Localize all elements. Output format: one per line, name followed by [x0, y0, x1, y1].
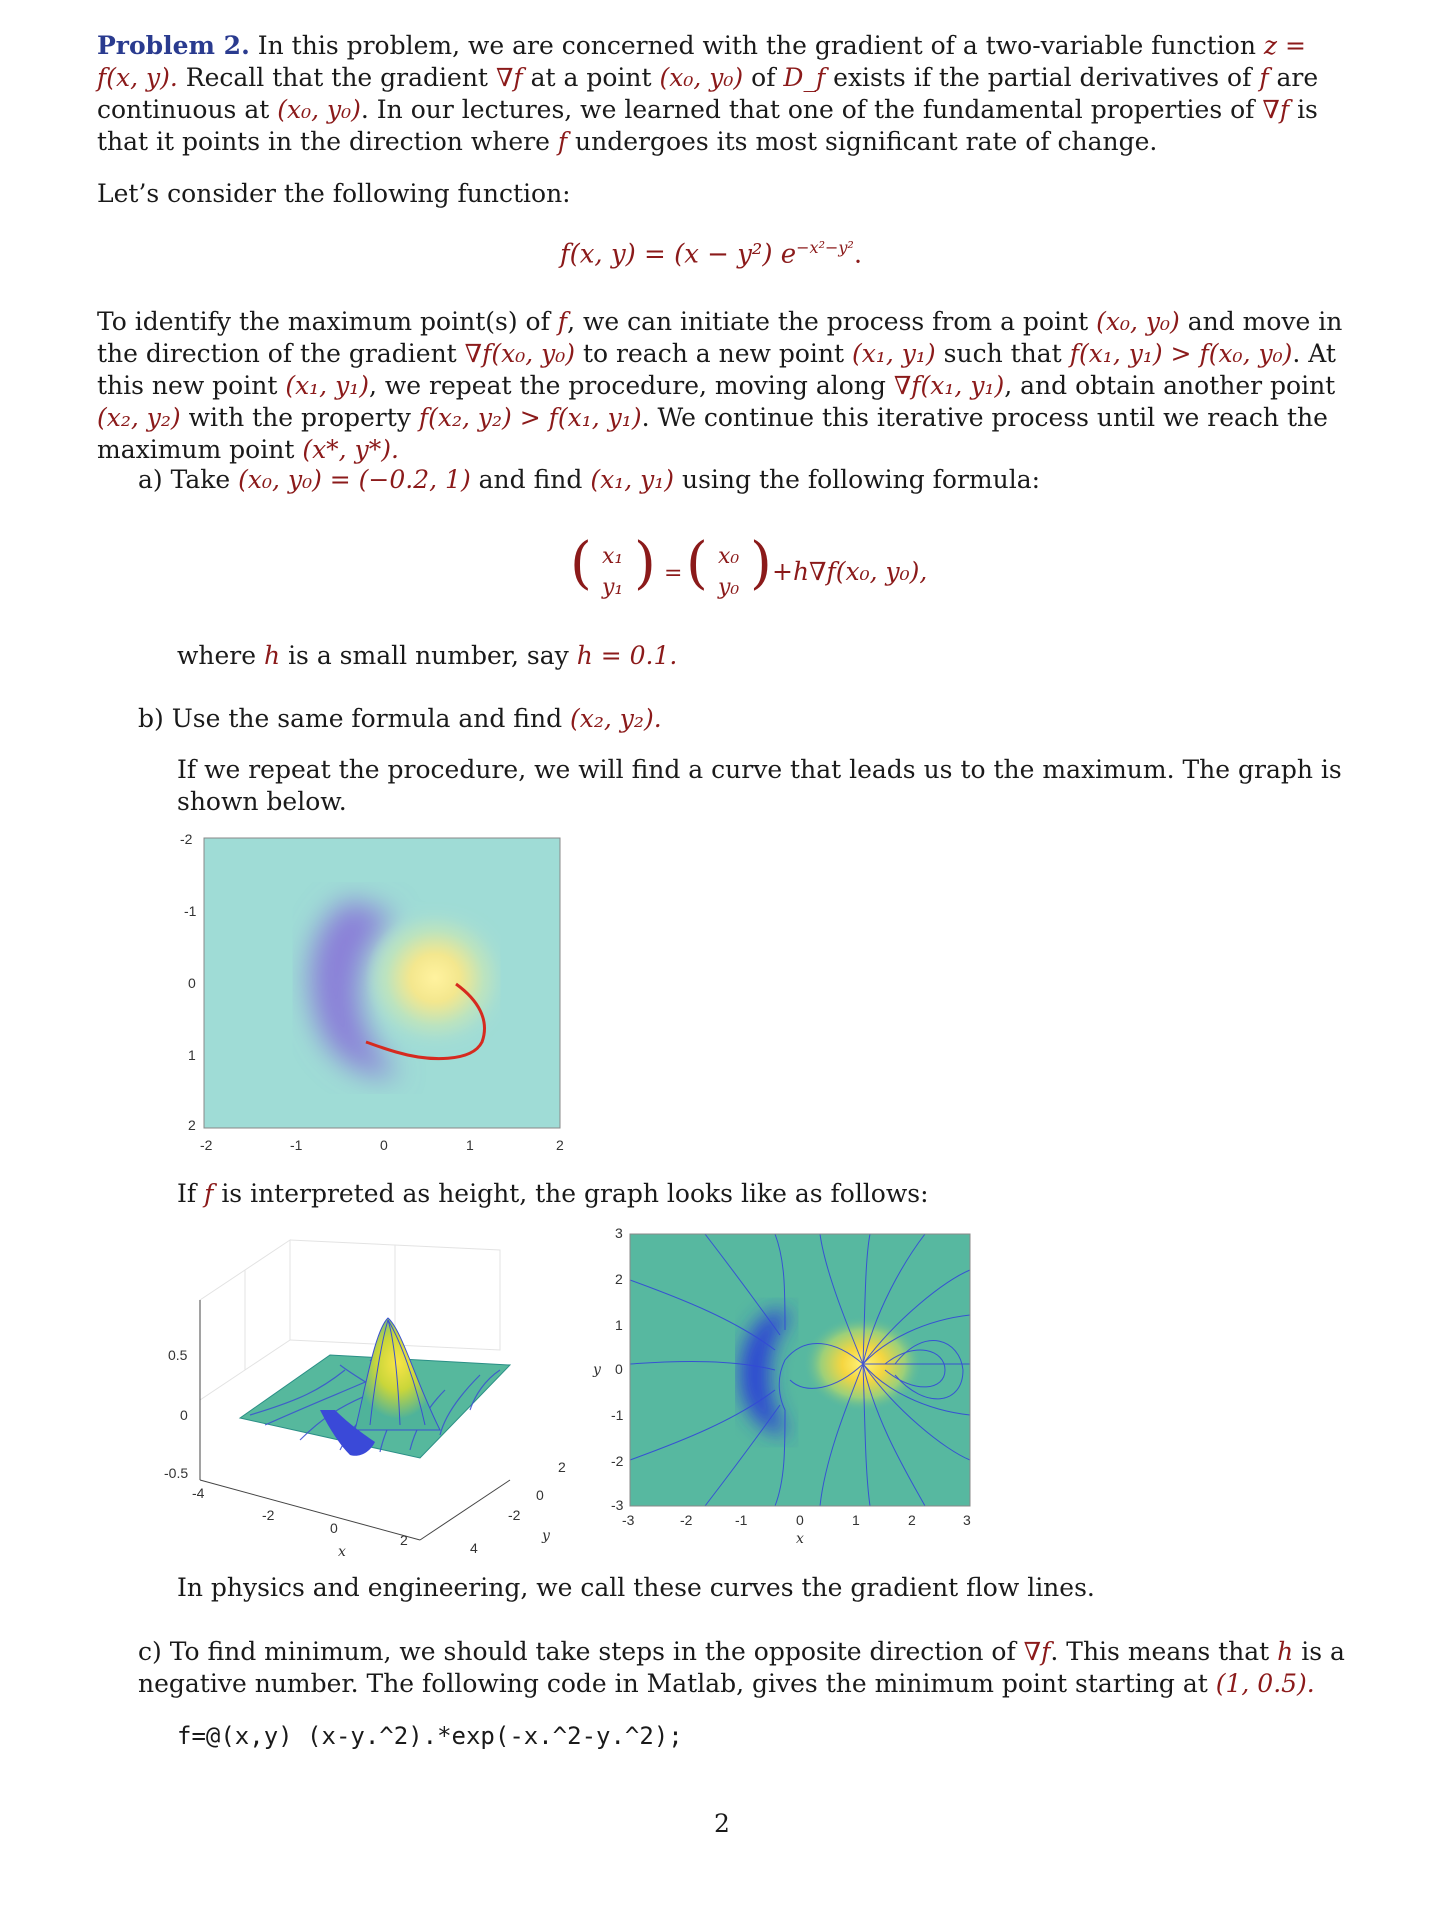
part-c-h: h — [1277, 1637, 1294, 1666]
surf-xtick-3: 2 — [400, 1532, 408, 1548]
part-c-start: (1, 0.5). — [1215, 1669, 1315, 1698]
stream-xtick-2: -1 — [735, 1512, 748, 1528]
part-c-t1: To find minimum, we should take steps in the opposite direction of — [169, 1637, 1016, 1666]
part-c-paragraph — [138, 1636, 1352, 1700]
intro-text-4: of — [751, 63, 776, 92]
math-f: f — [1259, 63, 1269, 92]
p2-t6: . At this new point — [97, 339, 1336, 400]
height-line — [177, 1178, 1352, 1210]
surf-xtick-4: 4 — [470, 1540, 478, 1556]
intro-text-8: is that it points in the direction where — [97, 95, 1318, 156]
intro-paragraph — [97, 30, 1352, 158]
math-point-0b: (x₀, y₀) — [277, 95, 361, 124]
part-c-t3: is a negative number. The following code in Matlab, gives the minimum point starting at — [138, 1637, 1345, 1698]
part-a-label: a) — [138, 465, 163, 494]
p2-t8: , and obtain another point — [1004, 371, 1336, 400]
physics-line: In physics and engineering, we call these curves the gradient flow lines. — [177, 1573, 1095, 1602]
p2-f: f — [557, 307, 568, 336]
where-line — [177, 640, 1352, 672]
part-b-paragraph: If we repeat the procedure, we will find a curve that leads us to the maximum. The graph is shown below. — [177, 755, 1342, 816]
where-h: h — [264, 641, 281, 670]
surf-xtick-0: -4 — [192, 1485, 205, 1501]
part-a-t1: Take — [170, 465, 231, 494]
paren-open-1: ( — [570, 531, 592, 596]
height-f: f — [204, 1179, 214, 1208]
intro-text-7: . In our lectures, we learned that one of the fundamental properties of — [360, 95, 1255, 124]
intro-text-5: exists if the partial derivatives of — [833, 63, 1252, 92]
intro-text-2: Recall that the gradient — [185, 63, 488, 92]
surf-ytick-2: 2 — [558, 1459, 566, 1475]
stream-ytick-1: 2 — [615, 1271, 623, 1287]
surface-xaxis — [200, 1480, 420, 1540]
heat-xtick-2: 0 — [380, 1137, 388, 1153]
stream-xtick-1: -2 — [680, 1512, 693, 1528]
stream-xtick-3: 0 — [796, 1512, 804, 1528]
vec-right-bot: y₀ — [718, 575, 740, 600]
p2-t9: with the property — [188, 403, 411, 432]
main-formula-exponent: −x²−y² — [796, 238, 854, 257]
p2-pt0: (x₀, y₀) — [1096, 307, 1180, 336]
problem-heading: Problem 2. — [97, 31, 250, 60]
surf-ylabel: y — [542, 1528, 550, 1544]
part-b-m1: (x₂, y₂). — [570, 704, 662, 733]
math-domain: D_f — [783, 63, 826, 92]
p2-t7: , we repeat the procedure, moving along — [368, 371, 886, 400]
p2-pt1b: (x₁, y₁) — [285, 371, 369, 400]
part-a-m1: (x₀, y₀) = (−0.2, 1) — [238, 465, 471, 494]
math-point-0: (x₀, y₀) — [659, 63, 744, 92]
paren-close-1: ) — [634, 531, 656, 596]
heat-ytick-3: 1 — [188, 1047, 196, 1063]
p2-t10: . We continue this iterative process until we reach the maximum point — [97, 403, 1328, 464]
where-t2: is a small number, say — [288, 641, 569, 670]
paren-close-2: ) — [750, 531, 772, 596]
stream-xtick-4: 1 — [852, 1512, 860, 1528]
intro-text-3: at a point — [530, 63, 652, 92]
p2-t4: to reach a new point — [583, 339, 845, 368]
p2-pt2: (x₂, y₂) — [97, 403, 181, 432]
stream-ytick-4: -1 — [611, 1407, 624, 1423]
heat-ytick-1: -1 — [184, 903, 197, 919]
stream-ytick-0: 3 — [615, 1225, 623, 1241]
part-b-line — [138, 703, 1393, 735]
update-tail: +h∇f(x₀, y₀), — [772, 557, 928, 586]
update-formula — [560, 530, 980, 610]
surface-yaxis — [420, 1480, 510, 1540]
stream-ytick-3: 0 — [615, 1361, 623, 1377]
p2-ineq1: f(x₁, y₁) > f(x₀, y₀) — [1069, 339, 1293, 368]
stream-ytick-2: 1 — [615, 1317, 623, 1333]
p2-grad1: ∇f(x₁, y₁) — [893, 371, 1005, 400]
p2-t3: and move in the direction of the gradient — [97, 307, 1343, 368]
part-c-grad: ∇f — [1023, 1637, 1051, 1666]
surf-ytick-1: 0 — [536, 1487, 544, 1503]
stream-xtick-6: 3 — [963, 1512, 971, 1528]
part-c-t2: . This means that — [1050, 1637, 1270, 1666]
stream-ylabel: y — [593, 1362, 601, 1378]
stream-xlabel: x — [796, 1531, 804, 1547]
main-formula: f(x, y) = (x − y²) $e^{-x^2-y^2}$. — [560, 238, 863, 270]
p2-ineq2: f(x₂, y₂) > f(x₁, y₁) — [418, 403, 642, 432]
part-b-label: b) — [138, 704, 164, 733]
surf-ytick-0: -2 — [508, 1507, 521, 1523]
p2-pt1: (x₁, y₁) — [852, 339, 936, 368]
intro-text-6: are continuous at — [97, 63, 1319, 124]
math-f-b: f — [557, 127, 568, 156]
matlab-code-line: f=@(x,y) (x-y.^2).*exp(-x.^2-y.^2); — [177, 1722, 683, 1750]
heat-xtick-4: 2 — [556, 1137, 564, 1153]
where-val: h = 0.1. — [576, 641, 678, 670]
heat-xtick-0: -2 — [200, 1137, 213, 1153]
height-t1: If — [177, 1179, 197, 1208]
heat-ytick-4: 2 — [188, 1117, 196, 1133]
p2-max: (x*, y*). — [302, 435, 399, 464]
surf-ztick-0: 0.5 — [168, 1347, 188, 1363]
streamline-figure — [585, 1220, 990, 1560]
p2-grad0: ∇f(x₀, y₀) — [464, 339, 576, 368]
part-a-m2: (x₁, y₁) — [590, 465, 675, 494]
p2-t5: such that — [943, 339, 1062, 368]
math-z-func: z = f(x, y). — [97, 31, 1306, 92]
stream-ytick-5: -2 — [611, 1453, 624, 1469]
height-t2: is interpreted as height, the graph looks like as follows: — [221, 1179, 929, 1208]
stream-xtick-5: 2 — [908, 1512, 916, 1528]
heat-xtick-3: 1 — [466, 1137, 474, 1153]
part-a-t2: and find — [478, 465, 583, 494]
consider-line: Let’s consider the following function: — [97, 179, 571, 208]
heat-ytick-2: 0 — [188, 975, 196, 991]
page-number: 2 — [714, 1809, 730, 1838]
surf-xlabel: x — [338, 1544, 346, 1560]
math-grad-f: ∇f — [495, 63, 523, 92]
math-grad-f-b: ∇f — [1262, 95, 1290, 124]
surf-ztick-1: 0 — [180, 1407, 188, 1423]
part-a-t3: using the following formula: — [681, 465, 1041, 494]
p2-t2: , we can initiate the process from a point — [567, 307, 1089, 336]
eq-sign: = — [664, 561, 683, 586]
vec-left-bot: y₁ — [602, 575, 624, 600]
surf-ztick-2: -0.5 — [164, 1465, 189, 1481]
stream-xtick-0: -3 — [622, 1512, 635, 1528]
where-t1: where — [177, 641, 257, 670]
method-paragraph — [97, 306, 1352, 466]
part-c-label: c) — [138, 1637, 162, 1666]
vec-left-top: x₁ — [602, 544, 624, 569]
stream-ytick-6: -3 — [611, 1497, 624, 1513]
main-formula-base: f(x, y) = (x − y²) e — [560, 239, 797, 270]
paren-open-2: ( — [686, 531, 708, 596]
surface-3d-figure — [164, 1230, 610, 1560]
part-a-line — [138, 464, 1393, 496]
part-b-t1: Use the same formula and find — [171, 704, 563, 733]
heatmap-figure — [160, 830, 580, 1160]
vec-right-top: x₀ — [718, 544, 740, 569]
p2-t1: To identify the maximum point(s) of — [97, 307, 550, 336]
surf-xtick-2: 0 — [330, 1520, 338, 1536]
intro-text-9: undergoes its most significant rate of change. — [575, 127, 1158, 156]
surf-xtick-1: -2 — [262, 1507, 275, 1523]
heat-ytick-0: -2 — [180, 831, 193, 847]
heat-xtick-1: -1 — [290, 1137, 303, 1153]
intro-text-1: In this problem, we are concerned with the gradient of a two-variable function — [257, 31, 1256, 60]
